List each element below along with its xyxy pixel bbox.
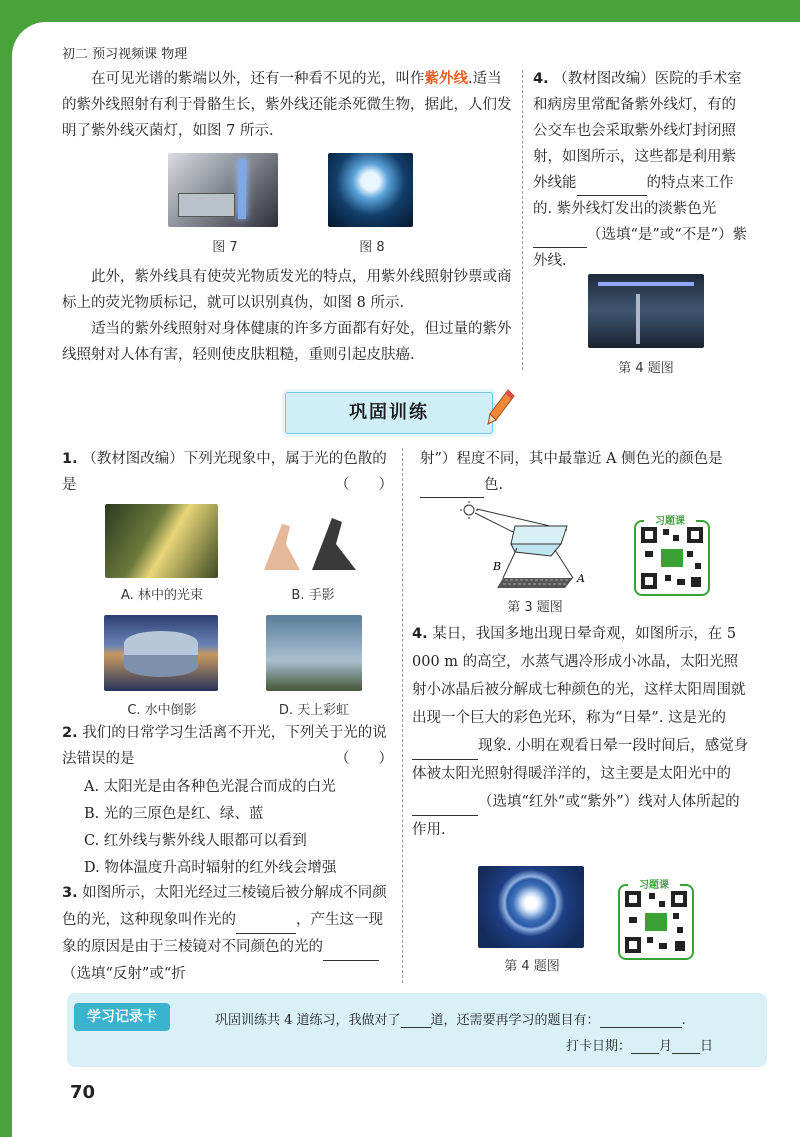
answer-paren[interactable]: （ ） bbox=[335, 477, 393, 493]
pencil-icon bbox=[486, 388, 516, 428]
study-record-card bbox=[67, 993, 767, 1067]
day-blank[interactable] bbox=[672, 1039, 700, 1054]
question-text: 如图所示，太阳光经过三棱镜后被分解成不同颜色的光，这种现象叫作光的 bbox=[62, 885, 387, 928]
record-line-2 bbox=[566, 1035, 713, 1054]
fig8-caption: 图 8 bbox=[359, 240, 385, 255]
bus-uv-lamp-photo bbox=[588, 274, 704, 348]
prism-dispersion-diagram bbox=[455, 500, 605, 592]
section-banner bbox=[285, 392, 493, 434]
qr-label-2: 习题课 bbox=[628, 876, 680, 891]
intro-text: .适当的紫外线照射有利于骨骼生长，紫外线还能杀死微生物，据此，人们发明了紫外线灭菌灯，如图 7 所示. bbox=[62, 71, 512, 139]
rainbow-photo bbox=[266, 615, 362, 691]
question-number: 4. bbox=[533, 71, 549, 87]
column-divider bbox=[522, 70, 523, 370]
question-text: 现象. 小明在观看日晕一段时间后，感觉身体被太阳光照射得暖洋洋的，这主要是太阳光中的 bbox=[412, 738, 749, 782]
question-text: （选填“红外”或“紫外”）线对人体所起的作用. bbox=[412, 794, 740, 838]
record-text: 巩固训练共 4 道练习，我做对了 bbox=[215, 1013, 401, 1028]
qr-code-1[interactable] bbox=[634, 520, 710, 596]
uv-term: 紫外线 bbox=[424, 70, 468, 87]
q2-option-c[interactable]: C. 红外线与紫外线人眼都可以看到 bbox=[84, 833, 307, 849]
answer-blank[interactable] bbox=[420, 479, 484, 498]
q2-option-a[interactable]: A. 太阳光是由各种色光混合而成的白光 bbox=[84, 779, 336, 795]
question-text: ，产生这一现象的原因是由于三棱镜对不同颜色的光的 bbox=[62, 912, 383, 955]
intro-paragraph-1 bbox=[62, 66, 512, 144]
page-header: 初二 预习视频课 物理 bbox=[62, 47, 188, 62]
answer-blank[interactable] bbox=[533, 229, 587, 248]
qr-pattern-icon bbox=[641, 527, 703, 589]
record-text: . bbox=[681, 1013, 686, 1028]
q2-option-b[interactable]: B. 光的三原色是红、绿、蓝 bbox=[84, 806, 264, 822]
question-number: 2. bbox=[62, 725, 78, 741]
option-b-label[interactable]: B. 手影 bbox=[291, 588, 335, 603]
question-number: 4. bbox=[412, 626, 428, 642]
q3-caption: 第 3 题图 bbox=[507, 600, 563, 615]
page-number: 70 bbox=[70, 1082, 96, 1103]
fig8-fluorescent-mark-photo bbox=[328, 153, 413, 227]
question-text: 我们的日常学习生活离不开光，下列关于光的说法错误的是 bbox=[62, 725, 387, 767]
qr-label-1: 习题课 bbox=[644, 512, 696, 527]
hand-shadow-photo bbox=[256, 504, 369, 578]
q2-option-d[interactable]: D. 物体温度升高时辐射的红外线会增强 bbox=[84, 860, 337, 876]
question-3 bbox=[62, 880, 392, 988]
month-blank[interactable] bbox=[631, 1039, 659, 1054]
correct-count-blank[interactable] bbox=[401, 1013, 431, 1028]
record-text: 道，还需要再学习的题目有： bbox=[430, 1013, 600, 1028]
intro-paragraph-3: 适当的紫外线照射对身体健康的许多方面都有好处，但过量的紫外线照射对人体有害，轻则使皮肤粗糙，重则引起皮肤癌. bbox=[62, 321, 512, 363]
intro-paragraph-2: 此外，紫外线具有使荧光物质发光的特点，用紫外线照射钞票或商标上的荧光物质标记，就可以识别真伪，如图 8 所示. bbox=[62, 269, 512, 311]
answer-blank[interactable] bbox=[412, 741, 478, 760]
side-question-4 bbox=[533, 66, 748, 274]
option-d-label[interactable]: D. 天上彩虹 bbox=[278, 703, 350, 718]
side-q4-caption: 第 4 题图 bbox=[618, 361, 674, 376]
question-text: 的特点来工作的. 紫外线灯发出的淡紫色光 bbox=[533, 175, 734, 217]
water-reflection-photo bbox=[104, 615, 218, 691]
answer-paren[interactable]: （ ） bbox=[335, 751, 393, 767]
review-items-blank[interactable] bbox=[600, 1013, 682, 1028]
question-text: （教材图改编）医院的手术室和病房里常配备紫外线灯，有的公交车也会采取紫外线灯封闭照射，如图所示，这些都是利用紫外线能 bbox=[533, 71, 742, 191]
question-number: 3. bbox=[62, 885, 78, 901]
question-4 bbox=[412, 620, 752, 844]
day-label: 日 bbox=[700, 1039, 714, 1054]
fig7-caption: 图 7 bbox=[212, 240, 238, 255]
question-text: （选填“反射”或“折 bbox=[62, 966, 186, 982]
column-divider bbox=[402, 448, 403, 983]
option-a-label[interactable]: A. 林中的光束 bbox=[121, 588, 203, 603]
answer-blank[interactable] bbox=[412, 797, 478, 816]
qr-pattern-icon bbox=[625, 891, 687, 953]
study-record-tag: 学习记录卡 bbox=[74, 1003, 170, 1031]
forest-light-beam-photo bbox=[105, 504, 218, 578]
question-number: 1. bbox=[62, 451, 78, 467]
answer-blank[interactable] bbox=[323, 942, 379, 961]
section-title: 巩固训练 bbox=[349, 402, 429, 423]
intro-text: 在可见光谱的紫端以外，还有一种看不见的光，叫作 bbox=[91, 71, 425, 87]
label-a: A bbox=[577, 572, 585, 585]
record-line-1 bbox=[215, 1009, 686, 1028]
question-text: 射”）程度不同，其中最靠近 A 侧色光的颜色是 bbox=[420, 451, 723, 467]
question-text: （选填“是”或“不是”）紫外线. bbox=[533, 227, 748, 269]
question-3-continued bbox=[420, 446, 750, 498]
answer-blank[interactable] bbox=[236, 915, 296, 934]
fig7-uv-lamp-photo bbox=[168, 153, 278, 227]
date-label: 打卡日期： bbox=[566, 1039, 632, 1054]
question-text: （教材图改编）下列光现象中，属于光的色散的是 bbox=[62, 451, 387, 493]
answer-blank[interactable] bbox=[577, 177, 647, 196]
label-b: B bbox=[493, 560, 502, 573]
qr-code-2[interactable] bbox=[618, 884, 694, 960]
option-c-label[interactable]: C. 水中倒影 bbox=[127, 703, 197, 718]
halo-photo bbox=[478, 866, 584, 948]
month-label: 月 bbox=[659, 1039, 673, 1054]
question-text: 色. bbox=[484, 477, 504, 493]
q4-caption: 第 4 题图 bbox=[504, 959, 560, 974]
question-text: 某日，我国多地出现日晕奇观，如图所示，在 5 000 m 的高空，水蒸气遇冷形成小冰晶，太阳光照射小冰晶后被分解成七种颜色的光，这样太阳周围就出现一个巨大的彩色光环，称为“日晕”. 这是光的 bbox=[412, 626, 746, 726]
